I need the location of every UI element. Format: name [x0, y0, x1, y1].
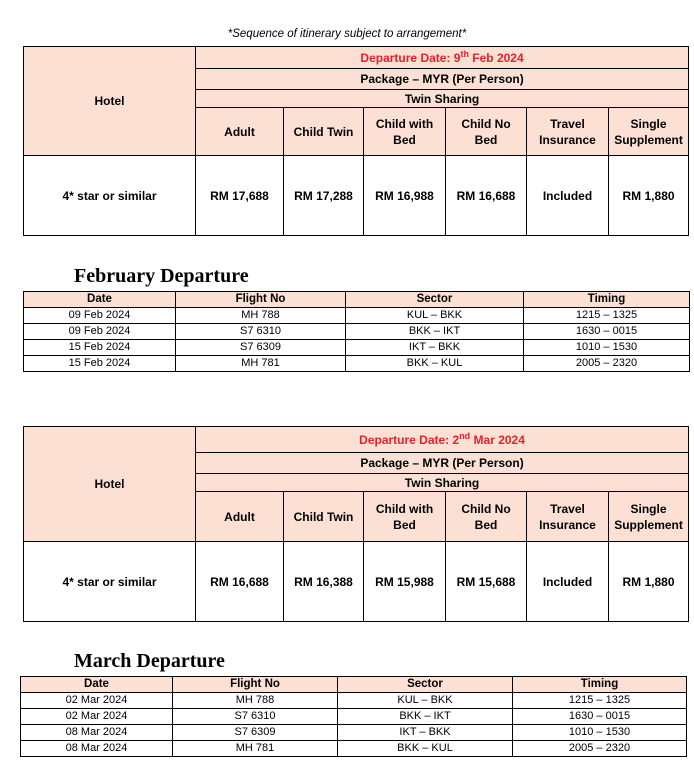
flight-sector: BKK – KUL: [338, 741, 513, 757]
travel-insurance-header: Travel Insurance: [527, 492, 609, 542]
flight-number: MH 781: [176, 356, 346, 372]
table-row: [24, 340, 690, 356]
flight-timing: 1215 – 1325: [524, 308, 690, 324]
sector-header: Sector: [346, 292, 524, 308]
flight-sector: IKT – BKK: [338, 725, 513, 741]
flight-date: 08 Mar 2024: [21, 725, 173, 741]
single-supplement-price: RM 1,880: [609, 542, 689, 622]
flight-timing: 1630 – 0015: [524, 324, 690, 340]
sector-header: Sector: [338, 677, 513, 693]
flight-table-mar: [20, 676, 687, 757]
flight-sector: IKT – BKK: [346, 340, 524, 356]
flight-date: 09 Feb 2024: [24, 308, 176, 324]
table-row: [21, 709, 687, 725]
child-no-bed-price: RM 16,688: [446, 156, 527, 236]
flight-date: 02 Mar 2024: [21, 709, 173, 725]
flight-timing: 1010 – 1530: [524, 340, 690, 356]
section-title-feb: February Departure: [74, 265, 249, 287]
hotel-header: Hotel: [24, 47, 196, 156]
flight-timing: 2005 – 2320: [524, 356, 690, 372]
departure-date: Departure Date: 9th Feb 2024: [196, 47, 689, 69]
child-twin-price: RM 16,388: [284, 542, 364, 622]
table-row: [24, 324, 690, 340]
child-no-bed-header: Child No Bed: [446, 492, 527, 542]
child-twin-price: RM 17,288: [284, 156, 364, 236]
flight-sector: BKK – IKT: [338, 709, 513, 725]
flight-number: S7 6309: [173, 725, 338, 741]
flight-date: 02 Mar 2024: [21, 693, 173, 709]
single-supplement-header: Single Supplement: [609, 492, 689, 542]
flight-number: MH 788: [173, 693, 338, 709]
single-supplement-header: Single Supplement: [609, 108, 689, 156]
flight-sector: BKK – IKT: [346, 324, 524, 340]
flight-number: MH 788: [176, 308, 346, 324]
timing-header: Timing: [513, 677, 687, 693]
flight-timing: 1630 – 0015: [513, 709, 687, 725]
flight-timing: 2005 – 2320: [513, 741, 687, 757]
travel-insurance-header: Travel Insurance: [527, 108, 609, 156]
flight-number: MH 781: [173, 741, 338, 757]
date-header: Date: [21, 677, 173, 693]
twin-sharing-header: Twin Sharing: [196, 90, 689, 108]
child-with-bed-header: Child with Bed: [364, 108, 446, 156]
itinerary-note: *Sequence of itinerary subject to arrangement*: [227, 28, 467, 40]
flight-timing: 1010 – 1530: [513, 725, 687, 741]
flight-sector: KUL – BKK: [346, 308, 524, 324]
travel-insurance-value: Included: [527, 156, 609, 236]
child-with-bed-price: RM 16,988: [364, 156, 446, 236]
hotel-class: 4* star or similar: [24, 542, 196, 622]
adult-header: Adult: [196, 492, 284, 542]
child-twin-header: Child Twin: [284, 492, 364, 542]
flight-number: S7 6310: [173, 709, 338, 725]
flight-date: 08 Mar 2024: [21, 741, 173, 757]
price-table-feb: [23, 46, 689, 236]
timing-header: Timing: [524, 292, 690, 308]
child-no-bed-header: Child No Bed: [446, 108, 527, 156]
flight-number: S7 6310: [176, 324, 346, 340]
single-supplement-price: RM 1,880: [609, 156, 689, 236]
departure-date: Departure Date: 2nd Mar 2024: [196, 427, 689, 453]
flight-date: 15 Feb 2024: [24, 340, 176, 356]
flight-sector: BKK – KUL: [346, 356, 524, 372]
price-table-mar: [23, 426, 689, 622]
hotel-header: Hotel: [24, 427, 196, 542]
adult-price: RM 17,688: [196, 156, 284, 236]
travel-insurance-value: Included: [527, 542, 609, 622]
package-header: Package – MYR (Per Person): [196, 69, 689, 90]
date-header: Date: [24, 292, 176, 308]
flight-no-header: Flight No: [173, 677, 338, 693]
section-title-mar: March Departure: [74, 650, 225, 672]
table-row: [21, 741, 687, 757]
table-row: [21, 693, 687, 709]
flight-no-header: Flight No: [176, 292, 346, 308]
adult-price: RM 16,688: [196, 542, 284, 622]
package-header: Package – MYR (Per Person): [196, 453, 689, 474]
table-row: [21, 725, 687, 741]
flight-number: S7 6309: [176, 340, 346, 356]
flight-table-feb: [23, 291, 690, 372]
child-with-bed-header: Child with Bed: [364, 492, 446, 542]
flight-sector: KUL – BKK: [338, 693, 513, 709]
adult-header: Adult: [196, 108, 284, 156]
flight-date: 15 Feb 2024: [24, 356, 176, 372]
flight-date: 09 Feb 2024: [24, 324, 176, 340]
child-no-bed-price: RM 15,688: [446, 542, 527, 622]
table-row: [24, 356, 690, 372]
child-twin-header: Child Twin: [284, 108, 364, 156]
hotel-class: 4* star or similar: [24, 156, 196, 236]
flight-timing: 1215 – 1325: [513, 693, 687, 709]
twin-sharing-header: Twin Sharing: [196, 474, 689, 492]
table-row: [24, 308, 690, 324]
child-with-bed-price: RM 15,988: [364, 542, 446, 622]
